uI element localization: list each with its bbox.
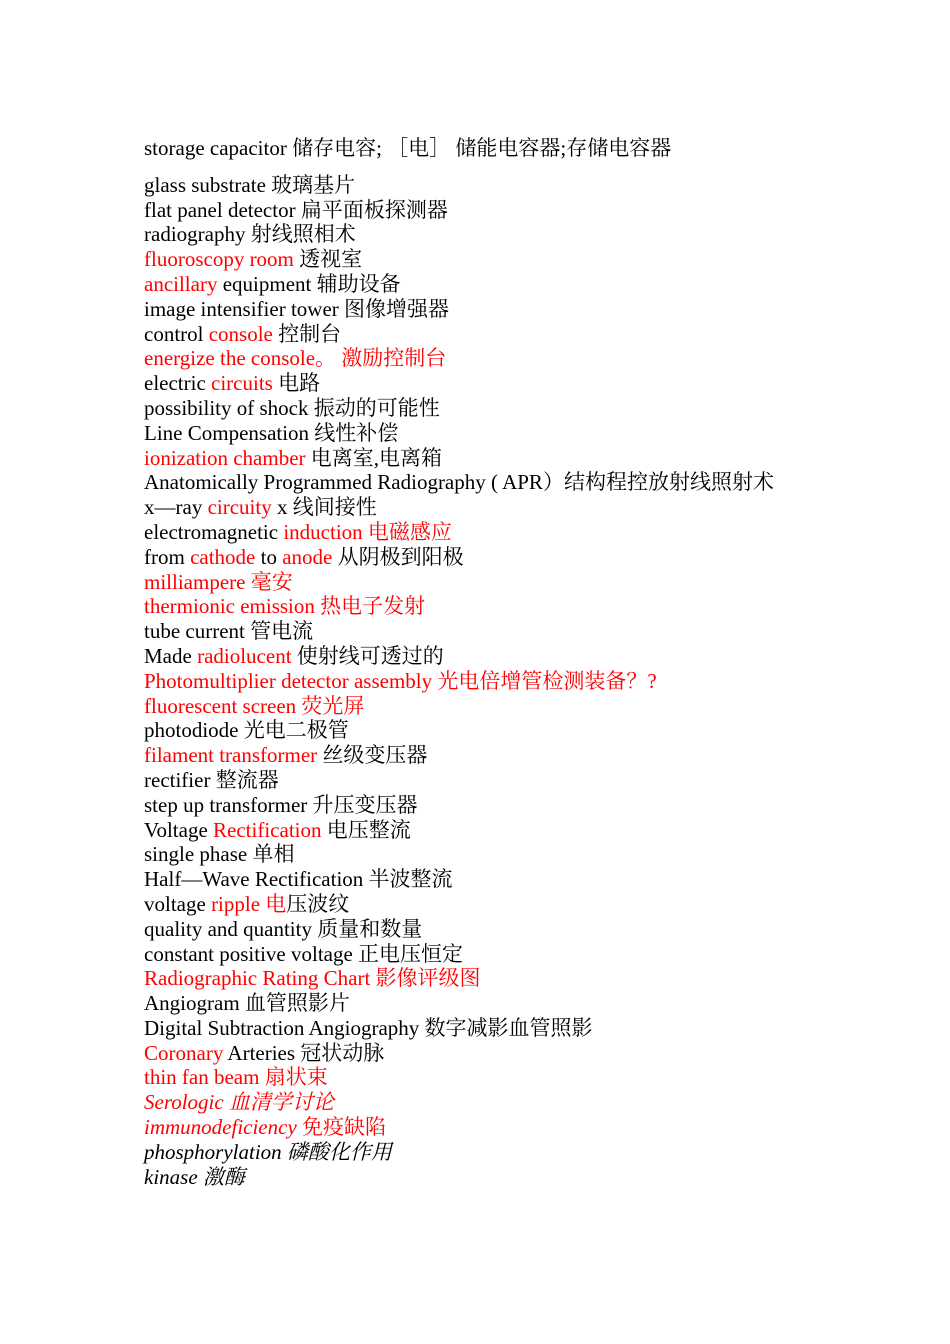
highlighted-term: induction 电磁感应 — [283, 519, 452, 544]
entry-text: x—ray — [144, 495, 208, 520]
glossary-entry — [144, 694, 814, 719]
highlighted-term: ripple 电 — [211, 891, 287, 916]
highlighted-term: cathode — [190, 544, 256, 569]
glossary-entry — [144, 619, 814, 644]
entry-text: to — [255, 544, 283, 569]
glossary-entry — [144, 917, 814, 942]
glossary-entry — [144, 867, 814, 892]
entry-text: equipment 辅助设备 — [217, 271, 401, 296]
highlighted-term: milliampere 毫安 — [144, 569, 293, 594]
glossary-entry — [144, 545, 814, 570]
glossary-entry — [144, 718, 814, 743]
entry-text: radiography 射线照相术 — [144, 222, 356, 247]
entry-text: phosphorylation 磷酸化作用 — [144, 1139, 392, 1164]
highlighted-term: fluorescent screen 荧光屏 — [144, 693, 365, 718]
glossary-entry — [144, 470, 814, 495]
entry-text: Arteries 冠状动脉 — [223, 1040, 385, 1065]
glossary-entry — [144, 892, 814, 917]
glossary-entry — [144, 1016, 814, 1041]
glossary-entry — [144, 570, 814, 595]
glossary-entry — [144, 173, 814, 198]
glossary-entry — [144, 495, 814, 520]
glossary-entry — [144, 396, 814, 421]
glossary-entry — [144, 198, 814, 223]
entry-text: constant positive voltage 正电压恒定 — [144, 941, 464, 966]
highlighted-term: immunodeficiency — [144, 1115, 297, 1140]
glossary-entry — [144, 346, 814, 371]
highlighted-term: radiolucent — [197, 643, 292, 668]
glossary-entry — [144, 272, 814, 297]
entry-text: 电离室,电离箱 — [305, 445, 443, 470]
glossary-entry — [144, 669, 814, 694]
highlighted-term: Rectification — [213, 817, 322, 842]
entry-text: image intensifier tower 图像增强器 — [144, 296, 450, 321]
highlighted-term: Serologic 血清学讨论 — [144, 1090, 334, 1115]
glossary-entry — [144, 1090, 814, 1115]
entry-text: control — [144, 321, 209, 346]
highlighted-term: Photomultiplier detector assembly 光电倍增管检测装备？? — [144, 668, 657, 693]
highlighted-term: circuity — [207, 495, 272, 520]
entry-text: 从阴极到阳极 — [332, 544, 464, 569]
glossary-entry — [144, 966, 814, 991]
entry-text: kinase 激酶 — [144, 1164, 245, 1189]
glossary-entry — [144, 842, 814, 867]
glossary-entry — [144, 222, 814, 247]
entry-text: voltage — [144, 891, 212, 916]
glossary-entry — [144, 297, 814, 322]
entry-text: rectifier 整流器 — [144, 767, 279, 792]
highlighted-term: circuits — [211, 371, 273, 396]
entry-text: flat panel detector 扁平面板探测器 — [144, 197, 448, 222]
glossary-entry — [144, 247, 814, 272]
entry-text: tube current 管电流 — [144, 619, 314, 644]
entry-text: 使射线可透过的 — [291, 643, 444, 668]
entry-text: 电路 — [272, 371, 321, 396]
glossary-entry — [144, 371, 814, 396]
glossary-entry — [144, 1041, 814, 1066]
glossary-entry — [144, 594, 814, 619]
entry-text: x 线间接性 — [271, 495, 377, 520]
entry-text: Voltage — [144, 817, 214, 842]
document-body — [144, 136, 814, 1189]
entry-text: from — [144, 544, 191, 569]
entry-text: storage capacitor 储存电容; ［电］ 储能电容器;存储电容器 — [144, 136, 672, 160]
entry-text: possibility of shock 振动的可能性 — [144, 395, 440, 420]
entry-text: photodiode 光电二极管 — [144, 718, 349, 743]
glossary-entry — [144, 793, 814, 818]
entry-text: 压波纹 — [286, 891, 350, 916]
entry-text: electric — [144, 371, 212, 396]
glossary-entry — [144, 818, 814, 843]
glossary-entry — [144, 942, 814, 967]
glossary-entry — [144, 322, 814, 347]
glossary-entry — [144, 768, 814, 793]
highlighted-term: ionization chamber — [144, 445, 306, 470]
entry-text: step up transformer 升压变压器 — [144, 792, 418, 817]
entry-text: glass substrate 玻璃基片 — [144, 172, 356, 197]
highlighted-term: thermionic emission 热电子发射 — [144, 594, 426, 619]
glossary-entry — [144, 1165, 814, 1190]
entry-text: Angiogram 血管照影片 — [144, 991, 350, 1016]
highlighted-term: fluoroscopy room — [144, 247, 294, 272]
entry-text: 电压整流 — [321, 817, 411, 842]
glossary-entry — [144, 1115, 814, 1140]
highlighted-term: 免疫缺陷 — [296, 1115, 387, 1140]
highlighted-term: Radiographic Rating Chart 影像评级图 — [144, 966, 481, 991]
entry-text: 控制台 — [272, 321, 342, 346]
glossary-entry — [144, 644, 814, 669]
entry-text: single phase 单相 — [144, 842, 295, 867]
glossary-entry — [144, 1140, 814, 1165]
entry-text: Half—Wave Rectification 半波整流 — [144, 867, 453, 892]
entry-text: 丝级变压器 — [317, 743, 428, 768]
entry-text: 透视室 — [293, 247, 363, 272]
highlighted-term: anode — [282, 544, 333, 569]
glossary-entry — [144, 991, 814, 1016]
glossary-entry — [144, 136, 814, 161]
entry-text: Line Compensation 线性补偿 — [144, 420, 399, 445]
entry-text: Made — [144, 643, 198, 668]
entry-text: quality and quantity 质量和数量 — [144, 916, 423, 941]
entry-text: electromagnetic — [144, 519, 284, 544]
entry-text: Digital Subtraction Angiography 数字减影血管照影 — [144, 1015, 593, 1040]
glossary-entry — [144, 446, 814, 471]
highlighted-term: filament transformer — [144, 743, 318, 768]
highlighted-term: thin fan beam 扇状束 — [144, 1065, 328, 1090]
glossary-entry — [144, 520, 814, 545]
highlighted-term: console — [208, 321, 273, 346]
glossary-entry — [144, 743, 814, 768]
entry-text: Anatomically Programmed Radiography ( APR）结构程控放射线照射术 — [144, 470, 774, 495]
highlighted-term: energize the console。 激励控制台 — [144, 346, 447, 371]
highlighted-term: ancillary — [144, 271, 218, 296]
glossary-entry — [144, 421, 814, 446]
glossary-entry — [144, 1065, 814, 1090]
highlighted-term: Coronary — [144, 1040, 224, 1065]
